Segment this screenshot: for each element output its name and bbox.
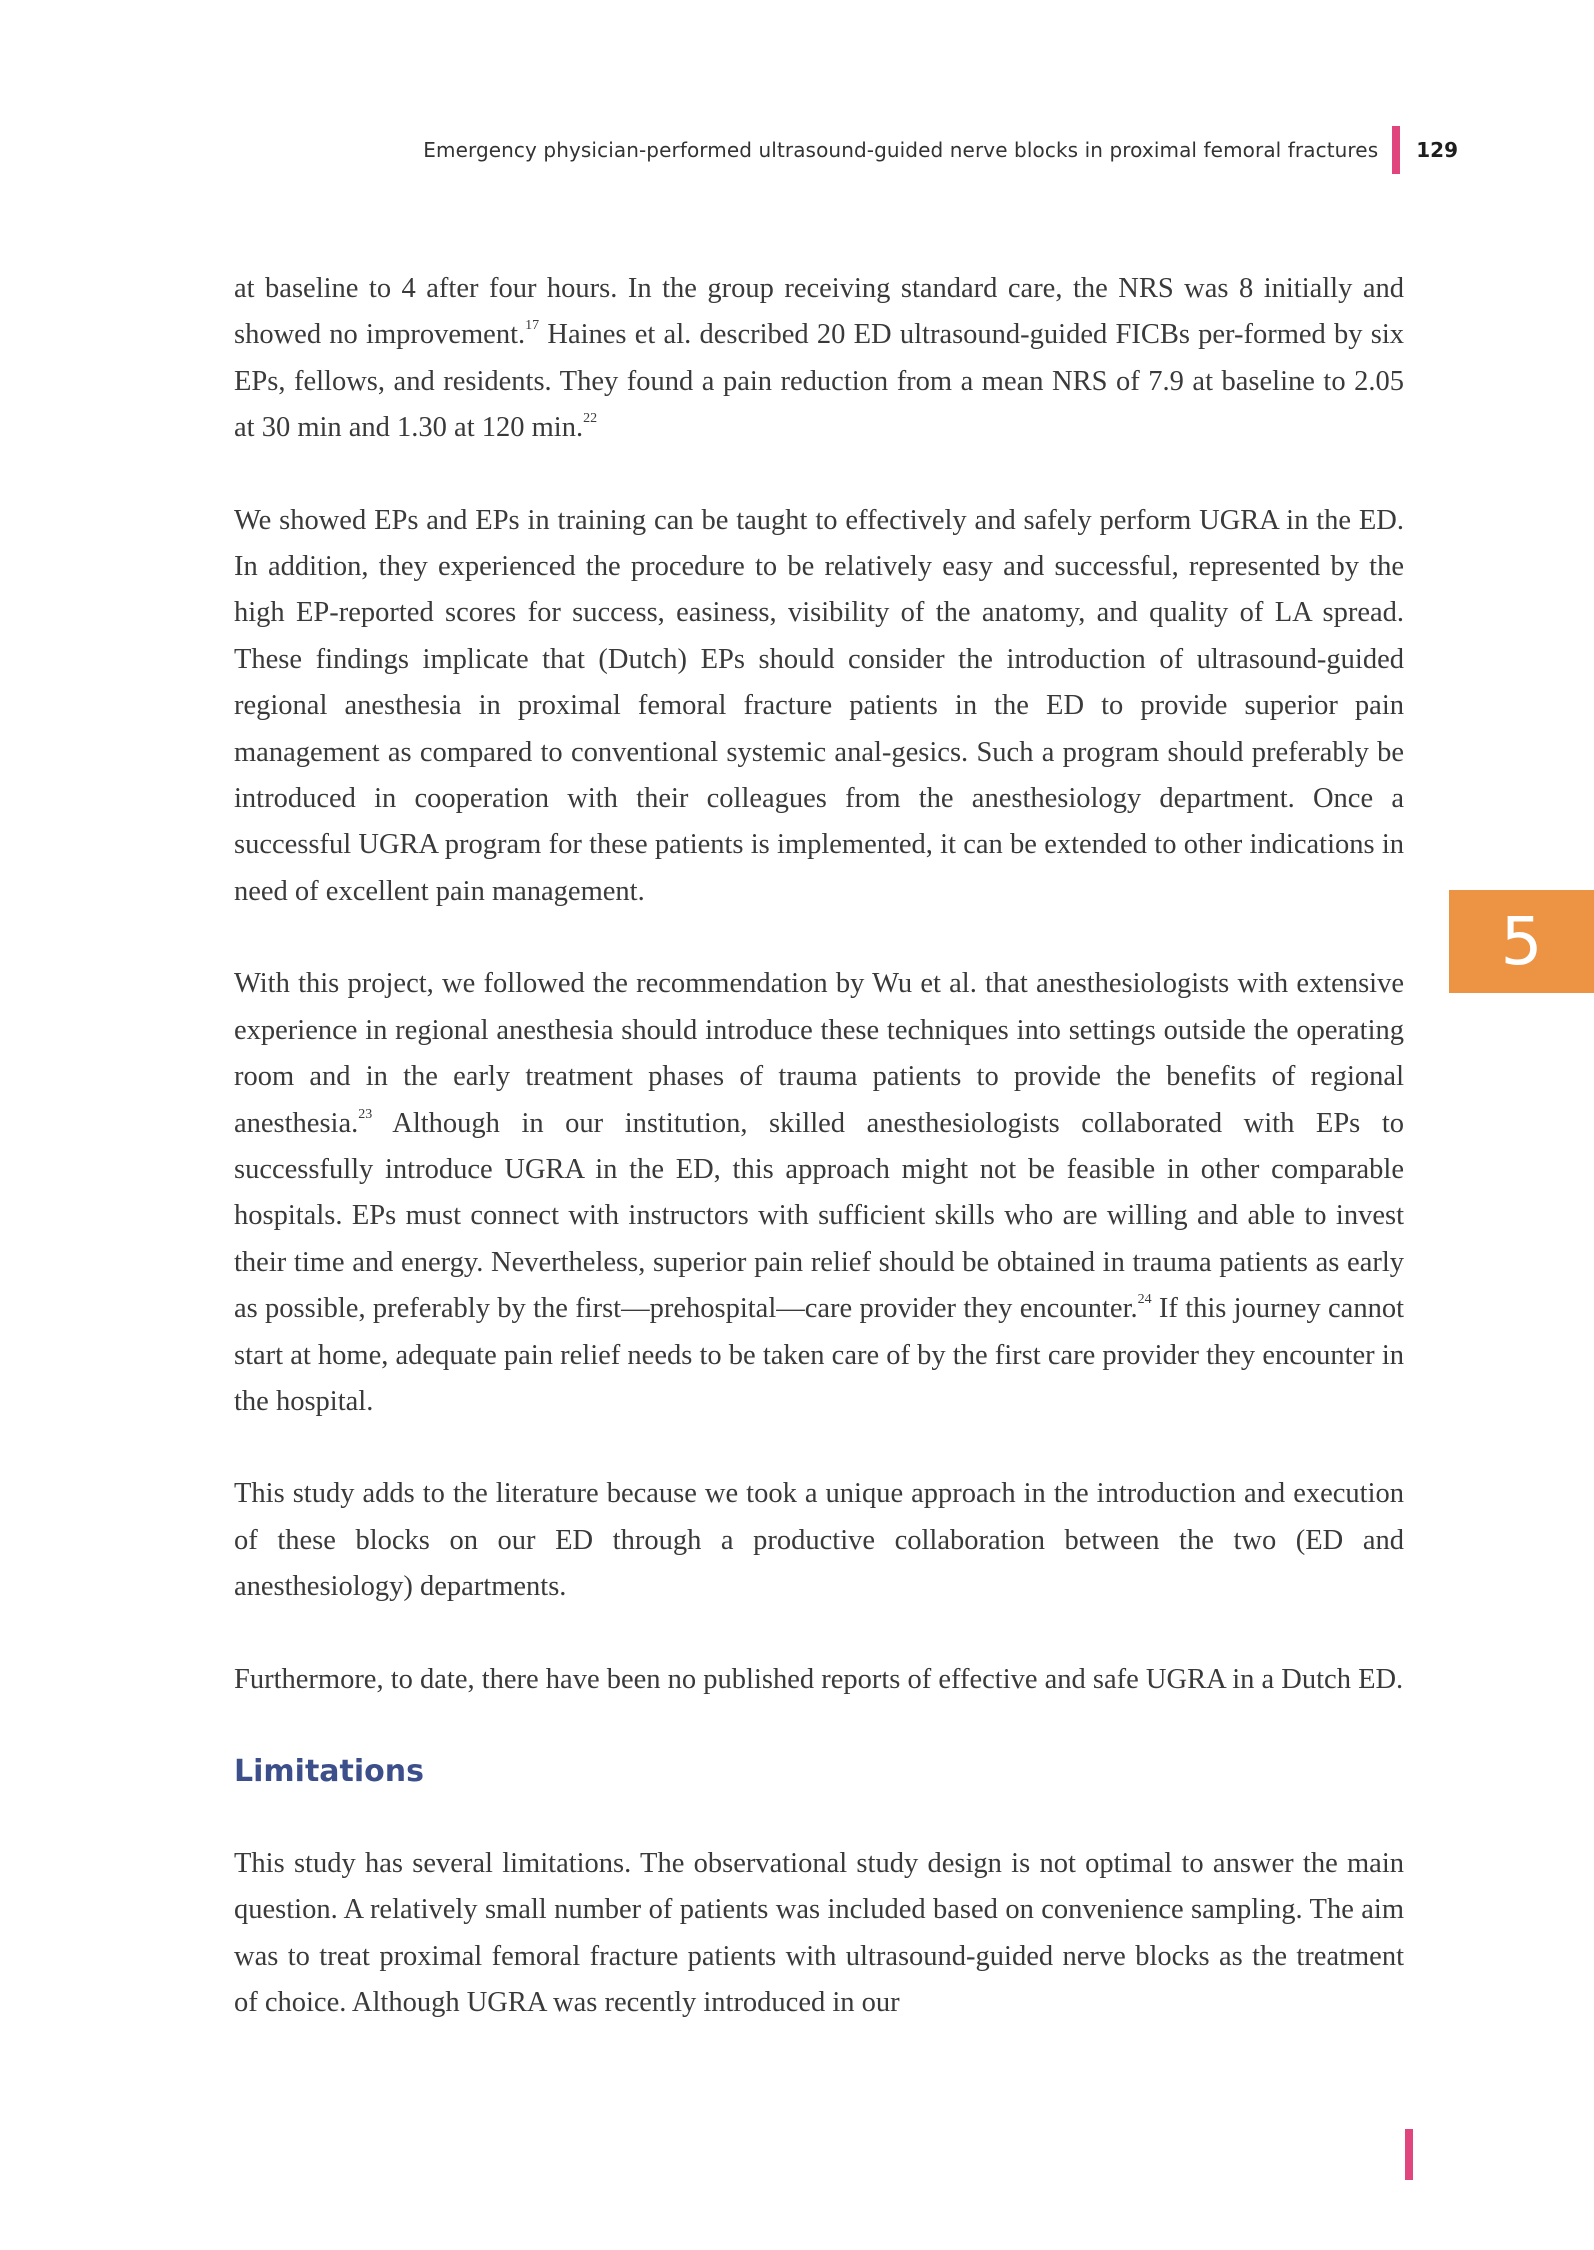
paragraph-3-text-b: Although in our institution, skilled anesthesiologists collaborated with EPs to successfully introduce UGRA in the ED, this approach might not be feasible in other comparable hospitals. EPs must connect with instructors with sufficient skills who are willing and able to invest their time and energy. Nevertheless, superior pain relief should be obtained in trauma patients as early as possible, preferably by the first—prehospital—care provider they encounter. [234,1107,1404,1325]
citation-24: 24 [1137,1292,1152,1308]
body-text [234,266,1404,2073]
citation-22: 22 [583,411,598,427]
limitations-heading: Limitations [234,1753,424,1789]
running-head-divider [1392,126,1400,174]
citation-17: 17 [525,318,540,334]
paragraph-3-text-c: If this journey cannot start at home, adequate pain relief needs to be taken care of by the first care provider they encounter in the hospital. [234,1293,1404,1417]
running-head-title: Emergency physician-performed ultrasound-guided nerve blocks in proximal femoral fractures [423,138,1379,162]
running-head [423,130,1458,170]
paragraph-1 [234,266,1404,452]
paragraph-2: We showed EPs and EPs in training can be taught to effectively and safely perform UGRA in the ED. In addition, they experienced the procedure to be relatively easy and successful, represented by the high EP-reported scores for success, easiness, visibility of the anatomy, and quality of LA spread. These findings implicate that (Dutch) EPs should consider the introduction of ultrasound-guided regional anesthesia in proximal femoral fracture patients in the ED to provide superior pain management as compared to conventional systemic anal-gesics. Such a program should preferably be introduced in cooperation with their colleagues from the anesthesiology department. Once a successful UGRA program for these patients is implemented, it can be extended to other indications in need of excellent pain management. [234,504,1404,907]
paragraph-3-text-a: With this project, we followed the recommendation by Wu et al. that anesthesiologists with extensive experience in regional anesthesia should introduce these techniques into settings outside the operating room and in the early treatment phases of trauma patients to provide the benefits of regional anesthesia. [234,968,1404,1139]
paragraph-3 [234,961,1404,1425]
footer-accent-bar [1405,2129,1413,2180]
chapter-number: 5 [1500,903,1543,980]
paragraph-5: Furthermore, to date, there have been no published reports of effective and safe UGRA in a Dutch ED. [234,1663,1404,1695]
page-number: 129 [1416,138,1458,162]
limitations-paragraph: This study has several limitations. The observational study design is not optimal to answer the main question. A relatively small number of patients was included based on convenience sampling. The aim was to treat proximal femoral fracture patients with ultrasound-guided nerve blocks as the treatment of choice. Although UGRA was recently introduced in our [234,1847,1404,2019]
paragraph-4: This study adds to the literature because we took a unique approach in the introduction and execution of these blocks on our ED through a productive collaboration between the two (ED and anesthesiology) departments. [234,1478,1404,1603]
citation-23: 23 [358,1106,373,1122]
chapter-tab [1449,890,1594,993]
paragraph-1-text-a: at baseline to 4 after four hours. In the group receiving standard care, the NRS was 8 initially and showed no improvement. [234,273,1404,351]
paragraph-1-text-b: Haines et al. described 20 ED ultrasound-guided FICBs per-formed by six EPs, fellows, and residents. They found a pain reduction from a mean NRS of 7.9 at baseline to 2.05 at 30 min and 1.30 at 120 min. [234,319,1404,444]
